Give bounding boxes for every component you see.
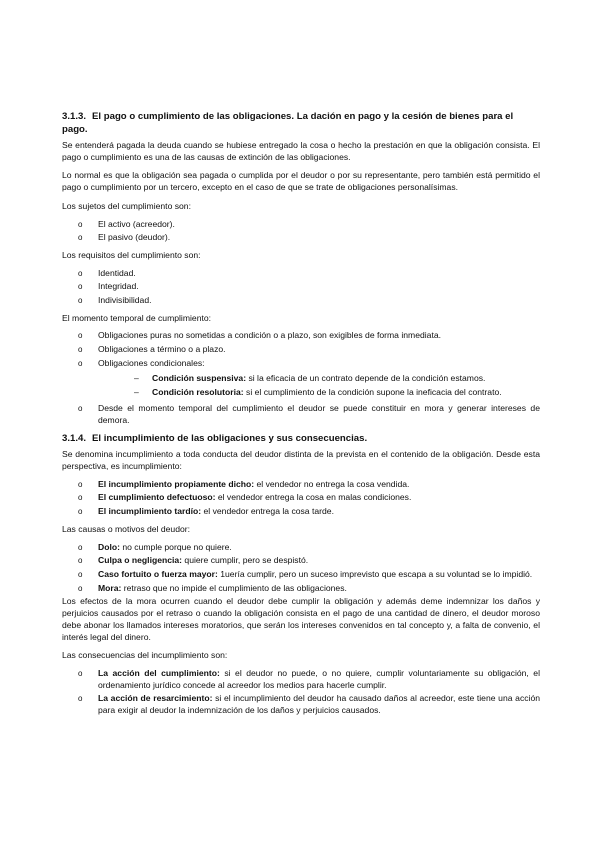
list-item: o Obligaciones puras no sometidas a condición o a plazo, son exigibles de forma inmediata. (78, 330, 441, 341)
list-intro: Los requisitos del cumplimiento son: (62, 249, 201, 260)
bullet-icon: o (78, 556, 83, 566)
list-item: o Obligaciones a término o a plazo. (78, 344, 226, 355)
paragraph: Lo normal es que la obligación sea pagada o cumplida por el deudor o por su representante, pero también está permitido el pago o cumplimiento por un tercero, excepto en el caso de que se trate de obligaciones personalísimas. (62, 170, 540, 193)
paragraph: Se entenderá pagada la deuda cuando se hubiese entregado la cosa o hecho la prestación en que la obligación consista. El pago o cumplimiento es una de las causas de extinción de las obligaciones. (62, 140, 540, 162)
bullet-icon: o (78, 507, 83, 517)
list-intro: Las causas o motivos del deudor: (62, 523, 191, 534)
bullet-icon: o (78, 233, 83, 243)
bullet-icon: o (78, 542, 83, 552)
list-intro: El momento temporal de cumplimiento: (62, 312, 212, 323)
sub-list-item: – Condición suspensiva: si la eficacia de un contrato depende de la condición estamos. (134, 372, 486, 383)
bullet-list-requisitos (62, 268, 540, 307)
section-heading-3-1-3 (62, 110, 540, 136)
dash-icon: – (134, 372, 139, 383)
list-item: o Dolo: no cumple porque no quiere. (78, 541, 232, 552)
bullet-icon: o (78, 403, 83, 413)
list-item: o El incumplimiento propiamente dicho: el vendedor no entrega la cosa vendida. (78, 478, 410, 489)
section-heading-3-1-4 (62, 432, 540, 445)
bullet-icon: o (78, 219, 83, 229)
bullet-list-causas (62, 542, 540, 595)
bullet-list-sujetos (62, 219, 540, 244)
bullet-icon: o (78, 668, 83, 678)
bullet-icon: o (78, 268, 83, 278)
bullet-list-momento (62, 330, 540, 426)
section-title: El pago o cumplimiento de las obligaciones. La dación en pago y la cesión de bienes para el pago. (62, 111, 514, 135)
bullet-icon: o (78, 358, 83, 368)
section-number: 3.1.3. (62, 111, 87, 122)
list-item: o Caso fortuito o fuerza mayor: 1uería cumplir, pero un suceso imprevisto que escapa a su voluntad se lo impidió. (78, 568, 533, 579)
document-body (62, 110, 540, 723)
list-item: o Obligaciones condicionales: – Condición suspensiva: si la eficacia de un contrato depende de la condición estamos. – Condición resolutoria: si el cumplimiento de la condición supone la ineficacia del contrato. (62, 358, 540, 399)
list-intro: Los sujetos del cumplimiento son: (62, 200, 191, 211)
list-item: o El activo (acreedor). (78, 218, 175, 229)
section-number: 3.1.4. (62, 433, 87, 445)
paragraph: Se denomina incumplimiento a toda conducta del deudor distinta de la prevista en el contenido de la obligación. Desde esta perspectiva, es incumplimiento: (62, 449, 540, 472)
list-item: o Mora: retraso que no impide el cumplimiento de las obligaciones. (78, 582, 347, 593)
paragraph: Los efectos de la mora ocurren cuando el deudor debe cumplir la obligación y además deme indemnizar los daños y perjuicios causados por el retraso o cuando la obligación consista en el pago de una cantidad de dinero, el deudor moroso debe abonar los llamados intereses moratorios, que serán los intereses convenidos en tal concepto y, a falta de convenio, el interés legal del dinero. (62, 596, 540, 642)
bullet-icon: o (78, 331, 83, 341)
list-intro: Las consecuencias del incumplimiento son: (62, 650, 228, 661)
dash-icon: – (134, 387, 139, 398)
list-item: o La acción de resarcimiento: si el incumplimiento del deudor ha causado daños al acreedor, este tiene una acción para exigir al deudor la indemnización de los daños y perjuicios causados. (78, 693, 541, 716)
list-item: o Indivisibilidad. (78, 295, 152, 306)
list-item: o Identidad. (78, 267, 136, 278)
bullet-icon: o (78, 569, 83, 579)
bullet-icon: o (78, 296, 83, 306)
bullet-icon: o (78, 583, 83, 593)
list-item: o Desde el momento temporal del cumplimiento el deudor se puede constituir en mora y generar intereses de demora. (78, 402, 540, 425)
list-item: o El cumplimiento defectuoso: el vendedor entrega la cosa en malas condiciones. (78, 492, 412, 503)
bullet-icon: o (78, 694, 83, 704)
list-item: o El incumplimiento tardío: el vendedor entrega la cosa tarde. (78, 506, 334, 517)
sub-list-item: – Condición resolutoria: si el cumplimiento de la condición supone la ineficacia del contrato. (134, 387, 502, 398)
bullet-icon: o (78, 345, 83, 355)
bullet-icon: o (78, 479, 83, 489)
bullet-icon: o (78, 493, 83, 503)
list-item: o La acción del cumplimiento: si el deudor no puede, o no quiere, cumplir voluntariamente su obligación, el ordenamiento jurídico concede al acreedor los medios para hacerle cumplir. (78, 667, 540, 690)
section-title: El incumplimiento de las obligaciones y sus consecuencias. (92, 433, 368, 445)
list-item: o Culpa o negligencia: quiere cumplir, pero se despistó. (78, 555, 309, 566)
sub-list-condiciones (98, 373, 540, 399)
list-item: o El pasivo (deudor). (78, 232, 171, 243)
bullet-icon: o (78, 282, 83, 292)
bullet-list-tipos (62, 479, 540, 518)
bullet-list-consecuencias (62, 668, 540, 717)
list-item: o Integridad. (78, 281, 139, 292)
